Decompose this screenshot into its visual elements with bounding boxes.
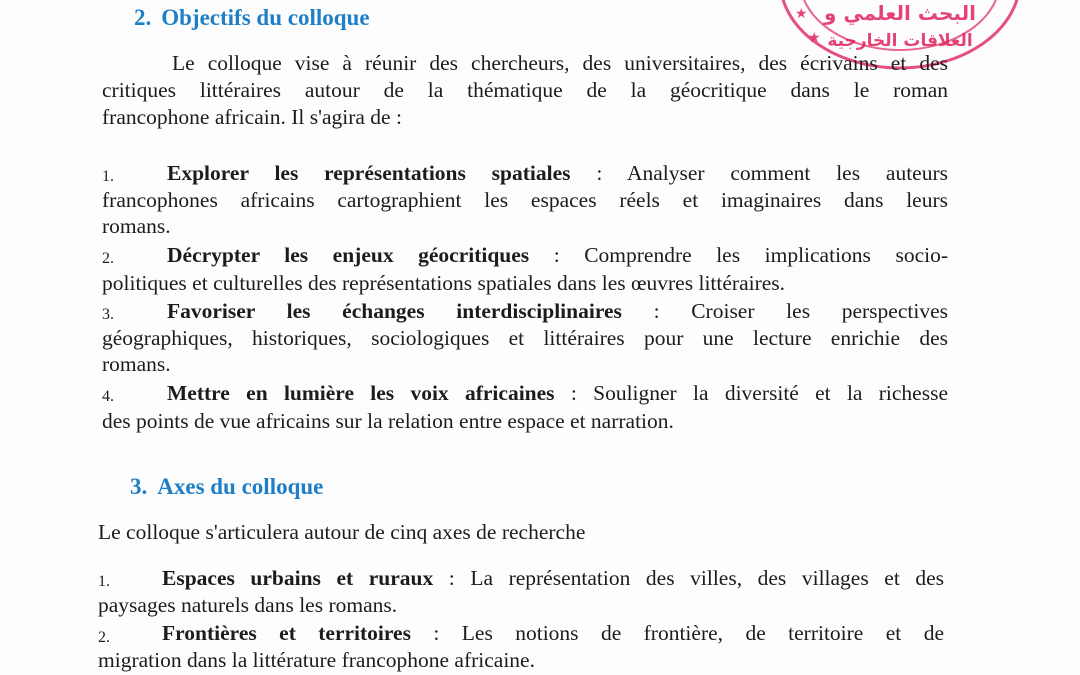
section-3-intro: Le colloque s'articulera autour de cinq axes de recherche (98, 520, 586, 544)
objective-number: 3. (102, 306, 114, 323)
objective-item-2-line-2: politiques et culturelles des représentations spatiales dans les œuvres littéraires. (102, 271, 786, 295)
objective-item-4-line-1 (167, 380, 948, 406)
axis-item-2-desc: : Les notions de frontière, de territoire et de (410, 621, 944, 645)
axis-item-1-title: Espaces urbains et ruraux (162, 566, 434, 590)
section-2-intro-line-3: francophone africain. Il s'agira de : (102, 105, 402, 129)
axis-item-2-line-1 (162, 620, 944, 646)
objective-item-4-desc: : Souligner la diversité et la richesse (554, 381, 949, 405)
section-2-number: 2. (134, 5, 152, 30)
stamp-star: ★ (795, 6, 808, 22)
objective-item-3-line-1 (167, 298, 948, 324)
axis-item-2-line-2: migration dans la littérature francophone africaine. (98, 648, 535, 672)
axis-item-1-desc: : La représentation des villes, des villages et des (433, 566, 945, 590)
objective-item-1-desc: : Analyser comment les auteurs (570, 161, 948, 185)
stamp-line-2: العلاقات الخارجية (827, 31, 973, 51)
objective-item-1-title: Explorer les représentations spatiales (167, 161, 571, 185)
axis-number: 1. (98, 573, 110, 590)
objective-number: 1. (102, 168, 114, 185)
section-2-intro-line-1: Le colloque vise à réunir des chercheurs, des universitaires, des écrivains et des (172, 51, 948, 75)
objective-item-3-line-2: géographiques, historiques, sociologiques et littéraires pour une lecture enrichie des (102, 326, 948, 350)
objective-item-2-desc: : Comprendre les implications socio- (529, 243, 948, 267)
axis-number: 2. (98, 629, 110, 646)
objective-item-1-line-1 (167, 160, 948, 186)
objective-number: 2. (102, 250, 114, 267)
objective-item-2-title: Décrypter les enjeux géocritiques (167, 243, 530, 267)
objective-item-1-line-2: francophones africains cartographient les espaces réels et imaginaires dans leurs (102, 188, 948, 212)
objective-item-4-title: Mettre en lumière les voix africaines (167, 381, 555, 405)
section-3-heading (130, 474, 323, 500)
section-2-title: Objectifs du colloque (161, 5, 370, 30)
objective-item-3-line-3: romans. (102, 352, 171, 376)
section-2-heading (134, 5, 370, 31)
objective-item-1-line-3: romans. (102, 214, 171, 238)
objective-item-2-line-1 (167, 242, 948, 268)
stamp-star: ★ (808, 30, 821, 46)
axis-item-2-title: Frontières et territoires (162, 621, 411, 645)
axis-item-1-line-1 (162, 565, 944, 591)
axis-item-1-line-2: paysages naturels dans les romans. (98, 593, 398, 617)
section-3-title: Axes du colloque (157, 474, 324, 499)
objective-number: 4. (102, 388, 114, 405)
section-3-number: 3. (130, 474, 148, 499)
section-2-intro-line-2: critiques littéraires autour de la thématique de la géocritique dans le roman (102, 78, 948, 102)
objective-item-4-line-2: des points de vue africains sur la relation entre espace et narration. (102, 409, 674, 433)
objective-item-3-desc: : Croiser les perspectives (621, 299, 948, 323)
objective-item-3-title: Favoriser les échanges interdisciplinaires (167, 299, 622, 323)
stamp-line-1: البحث العلمي و (824, 1, 976, 25)
